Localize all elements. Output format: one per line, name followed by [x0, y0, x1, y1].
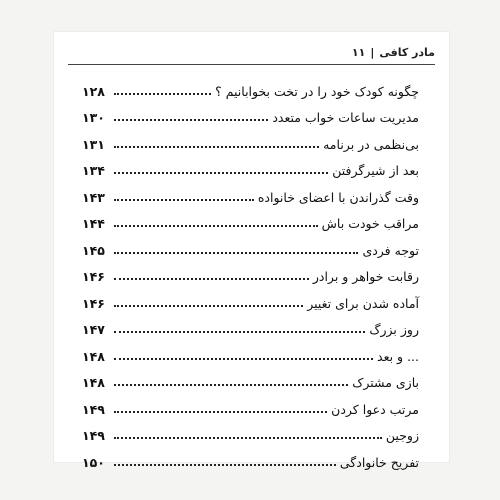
dot-leader	[114, 305, 303, 307]
toc-entry	[82, 178, 419, 205]
toc-entry	[82, 284, 419, 311]
toc-entry	[82, 417, 419, 444]
toc-entry-title: توجه فردی	[362, 242, 419, 258]
toc-entry-page-number: ۱۴۸	[82, 348, 105, 364]
toc-entry-title: روز بزرگ	[369, 322, 419, 337]
dot-leader	[114, 411, 327, 413]
toc-entry-page-number: ۱۴۹	[82, 428, 105, 443]
toc-entry	[82, 364, 419, 391]
header-page-number: ۱۱	[351, 45, 366, 59]
toc-entry-page-number: ۱۴۴	[82, 216, 105, 231]
toc-entry-title: وقت گذراندن با اعضای خانواده	[257, 189, 419, 205]
toc-entry	[82, 337, 419, 364]
toc-entry-page-number: ۱۴۳	[82, 189, 105, 205]
toc-entry-title: بی‌نظمی در برنامه	[323, 136, 419, 152]
toc-entry	[82, 231, 419, 258]
toc-entry-title: مرتب دعوا کردن	[331, 401, 419, 417]
dot-leader	[114, 199, 254, 201]
dot-leader	[114, 172, 328, 174]
dot-leader	[114, 146, 319, 148]
toc-entry-title: زوجین	[385, 428, 419, 443]
header-separator: |	[370, 45, 375, 59]
toc-entry-page-number: ۱۴۶	[82, 269, 105, 284]
dot-leader	[114, 464, 336, 466]
toc-entry-page-number: ۱۴۵	[82, 242, 105, 258]
toc-entry-page-number: ۱۵۰	[82, 454, 105, 470]
toc-entry-page-number: ۱۳۰	[82, 110, 105, 125]
dot-leader	[114, 437, 382, 439]
toc-entry	[82, 152, 419, 179]
toc-entry-title: بازی مشترک	[352, 375, 419, 390]
toc-entry-page-number: ۱۴۶	[82, 295, 105, 311]
toc-entry-title: رقابت خواهر و برادر	[312, 269, 419, 284]
toc-entry-title: آماده شدن برای تغییر	[307, 295, 419, 311]
toc-entry	[82, 258, 419, 285]
dot-leader	[114, 384, 348, 386]
dot-leader	[114, 252, 358, 254]
header-rule	[68, 64, 435, 65]
dot-leader	[114, 358, 373, 360]
toc-entry-page-number: ۱۴۹	[82, 401, 105, 417]
toc-entry-page-number: ۱۲۸	[82, 83, 105, 99]
toc-entry-title: ... و بعد	[377, 348, 419, 364]
toc-entry-title: چگونه کودک خود را در تخت بخوابانیم ؟	[215, 83, 419, 99]
toc-entry-page-number: ۱۴۸	[82, 375, 105, 390]
toc-entry-page-number: ۱۴۷	[82, 322, 105, 337]
toc-entry	[82, 125, 419, 152]
running-header	[68, 42, 435, 62]
dot-leader	[114, 93, 211, 95]
toc-entry-title: مدیریت ساعات خواب متعدد	[272, 110, 419, 125]
table-of-contents	[82, 72, 419, 470]
book-title: مادر کافی	[379, 45, 435, 59]
toc-entry-title: مراقب خودت باش	[321, 216, 419, 231]
toc-entry	[82, 311, 419, 338]
book-page	[54, 32, 449, 470]
dot-leader	[114, 278, 309, 280]
toc-entry	[82, 205, 419, 232]
dot-leader	[114, 225, 318, 227]
toc-entry-title: بعد از شیرگرفتن	[332, 163, 419, 178]
toc-entry-page-number: ۱۳۴	[82, 163, 105, 178]
dot-leader	[114, 119, 268, 121]
toc-entry	[82, 443, 419, 470]
toc-entry-page-number: ۱۳۱	[82, 136, 105, 152]
toc-entry	[82, 99, 419, 126]
toc-entry	[82, 72, 419, 99]
dot-leader	[114, 331, 365, 333]
toc-entry	[82, 390, 419, 417]
toc-entry-title: تفریح خانوادگی	[339, 454, 419, 470]
